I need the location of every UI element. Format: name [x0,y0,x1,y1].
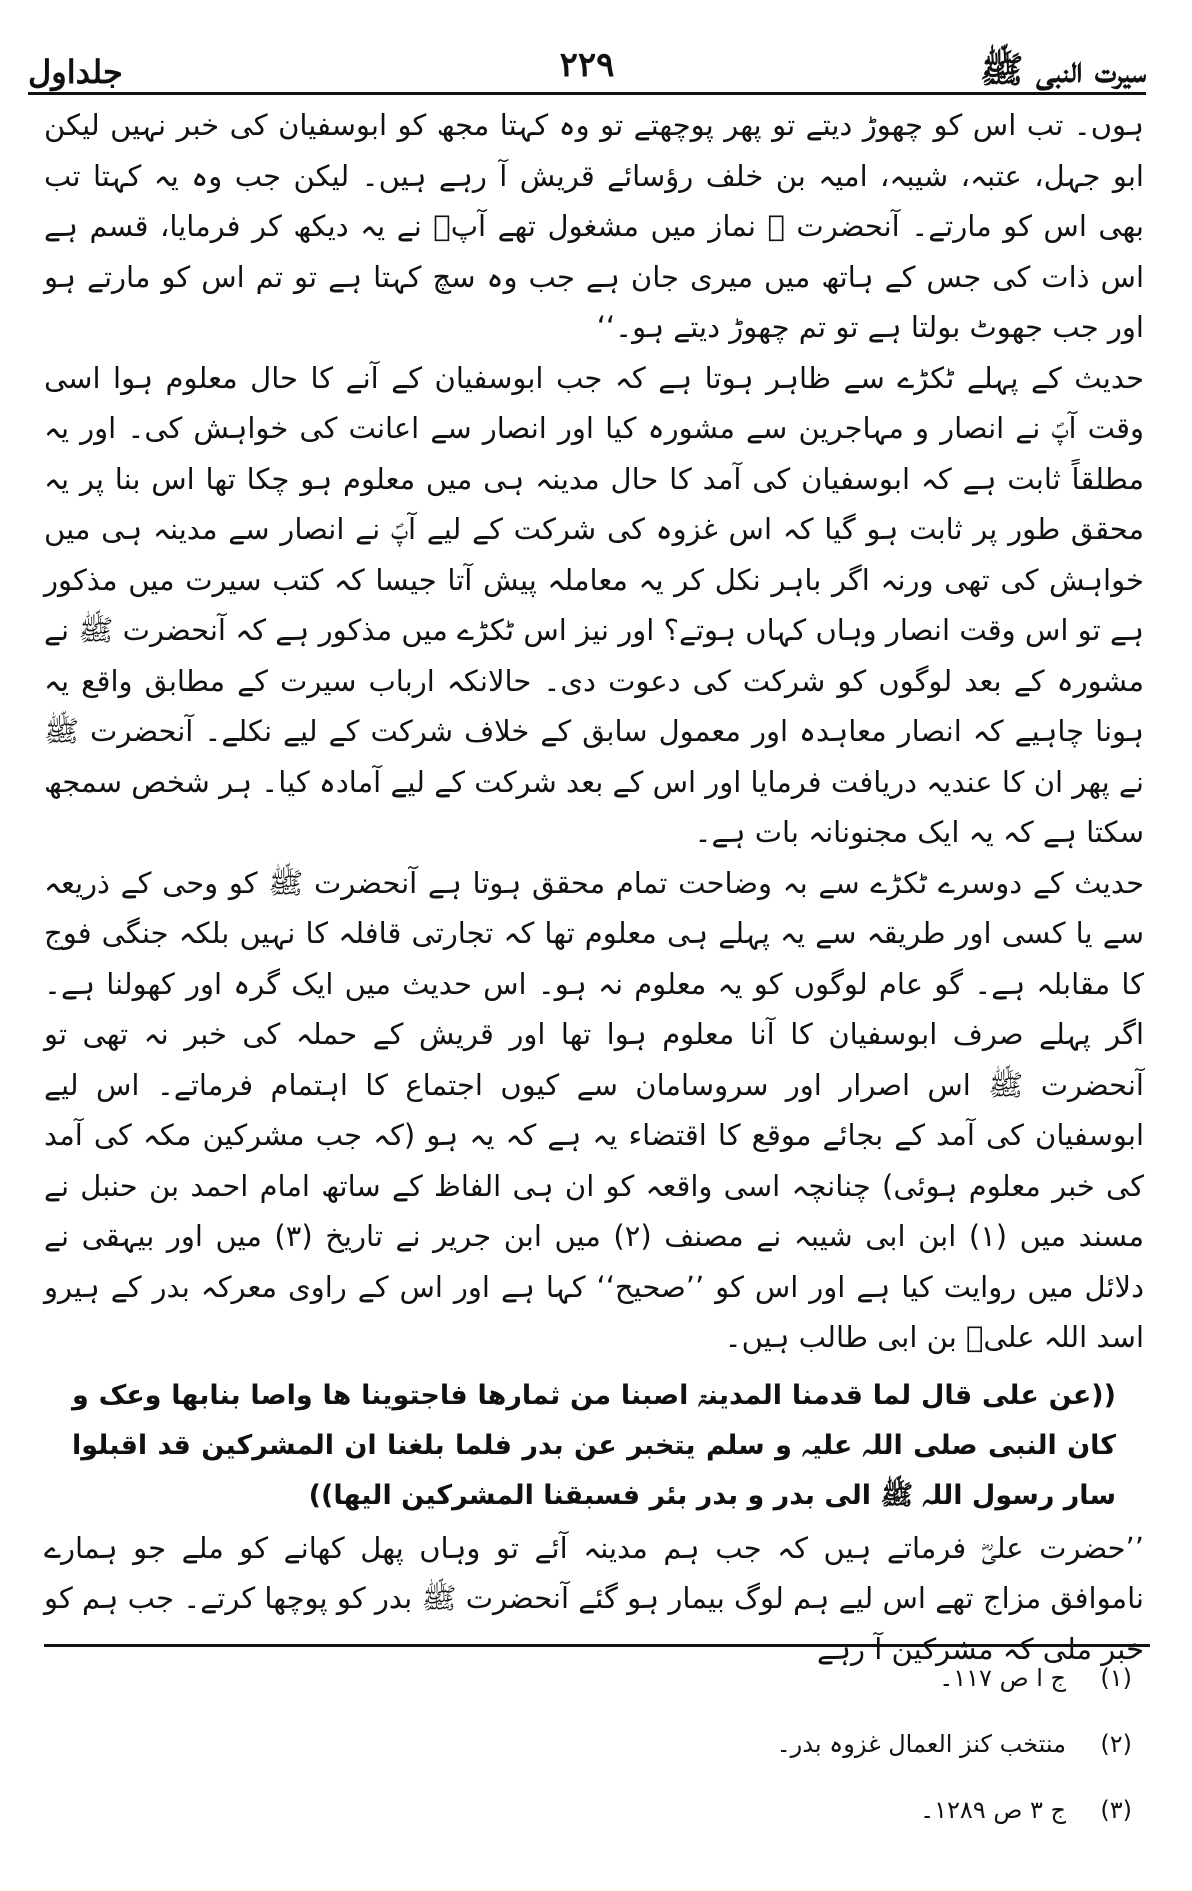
paragraph-2: حدیث کے پہلے ٹکڑے سے ظاہر ہوتا ہے کہ جب ابوسفیان کے آنے کا حال معلوم ہوا اسی وقت آپؐ نے انصار و مہاجرین سے مشورہ کیا اور انصار سے اعانت کی خواہش کی۔ اور یہ مطلقاً ثابت ہے کہ ابوسفیان کی آمد کا حال مدینہ ہی میں معلوم ہو چکا تھا اس بنا پر یہ محقق طور پر ثابت ہو گیا کہ اس غزوہ کی شرکت کے لیے آپؐ نے انصار سے مدینہ ہی میں خواہش کی تھی ورنہ اگر باہر نکل کر یہ معاملہ پیش آتا جیسا کہ کتب سیرت میں مذکور ہے تو اس وقت انصار وہاں کہاں ہوتے؟ اور نیز اس ٹکڑے میں مذکور ہے کہ آنحضرت ﷺ نے مشورہ کے بعد لوگوں کو شرکت کی دعوت دی۔ حالانکہ ارباب سیرت کے مطابق واقع یہ ہونا چاہیے کہ انصار معاہدہ اور معمول سابق کے خلاف شرکت کے لیے نکلے۔ آنحضرت ﷺ نے پھر ان کا عندیہ دریافت فرمایا اور اس کے بعد شرکت کے لیے آمادہ کیا۔ ہر شخص سمجھ سکتا ہے کہ یہ ایک مجنونانہ بات ہے۔ [43,360,1144,849]
book-title: سیرت النبی ﷺ [979,49,1146,91]
page-body [43,100,1144,1666]
footnotes [532,1664,1132,1862]
footnote-text: ج ۳ ص ۱۲۸۹۔ [920,1796,1066,1824]
footnote-item [532,1664,1132,1730]
footnote-divider [44,1644,1150,1647]
footnote-item [532,1730,1132,1796]
volume-label: جلداول [28,53,123,91]
footnote-text: ج ا ص ۱۱۷۔ [939,1664,1066,1692]
header-divider [28,92,1146,95]
page-number: ۲۲۹ [559,45,615,85]
footnote-number: (۲) [1100,1730,1132,1758]
paragraph-1: ہوں۔ تب اس کو چھوڑ دیتے تو پھر پوچھتے تو وہ کہتا مجھ کو ابوسفیان کی خبر نہیں لیکن ابو جہل، عتبہ، شیبہ، امیہ بن خلف رؤسائے قریش آ رہے ہیں۔ لیکن جب وہ یہ کہتا تب بھی اس کو مارتے۔ آنحضرت ﷺ نماز میں مشغول تھے آپؐ نے یہ دیکھ کر فرمایا، قسم ہے اس ذات کی جس کے ہاتھ میں میری جان ہے جب وہ سچ کہتا ہے تو تم اس کو مارتے ہو اور جب جھوٹ بولتا ہے تو تم چھوڑ دیتے ہو۔‘‘ [44,108,1144,344]
quote-translation: ’’حضرت علیؓ فرماتے ہیں کہ جب ہم مدینہ آئے تو وہاں پھل کھانے کو ملے جو ہمارے ناموافق مزاج تھے اس لیے ہم لوگ بیمار ہو گئے آنحضرت ﷺ بدر کو پوچھا کرتے۔ جب ہم کو خبر ملی کہ مشرکین آ رہے [44,1530,1144,1666]
paragraph-3: حدیث کے دوسرے ٹکڑے سے بہ وضاحت تمام محقق ہوتا ہے آنحضرت ﷺ کو وحی کے ذریعہ سے یا کسی اور طریقہ سے یہ پہلے ہی معلوم تھا کہ تجارتی قافلہ کا نہیں بلکہ جنگی فوج کا مقابلہ ہے۔ گو عام لوگوں کو یہ معلوم نہ ہو۔ اس حدیث میں ایک گرہ اور کھولنا ہے۔ اگر پہلے صرف ابوسفیان کا آنا معلوم ہوا تھا اور قریش کے حملہ کی خبر نہ تھی تو آنحضرت ﷺ اس اصرار اور سروسامان سے کیوں اجتماع کا اہتمام فرماتے۔ اس لیے ابوسفیان کی آمد کے بجائے موقع کا اقتضاء یہ ہے کہ یہ ہو (کہ جب مشرکین مکہ کی آمد کی خبر معلوم ہوئی) چنانچہ اسی واقعہ کو ان ہی الفاظ کے ساتھ امام احمد بن حنبل نے مسند میں (۱) ابن ابی شیبہ نے مصنف (۲) میں ابن جریر نے تاریخ (۳) میں اور بیہقی نے دلائل میں روایت کیا ہے اور اس کو ’’صحیح‘‘ کہا ہے اور اس کے راوی معرکہ بدر کے ہیرو اسد اللہ علیؓ بن ابی طالب ہیں۔ [44,865,1144,1354]
footnote-number: (۳) [1100,1796,1132,1824]
footnote-item [532,1796,1132,1862]
arabic-hadith-quote: ((عن علی قال لما قدمنا المدینۃ اصبنا من ثمارھا فاجتوینا ھا واصا بنابھا وعک و کان النبی صلی اللہ علیہ و سلم یتخبر عن بدر فلما بلغنا ان المشرکین قد اقبلوا سار رسول اللہ ﷺ الی بدر و بدر بئر فسبقنا المشرکین الیھا)) [72,1379,1116,1511]
footnote-number: (۱) [1100,1664,1132,1692]
page-header [28,30,1146,91]
footnote-text: منتخب کنز العمال غزوہ بدر۔ [776,1730,1066,1758]
